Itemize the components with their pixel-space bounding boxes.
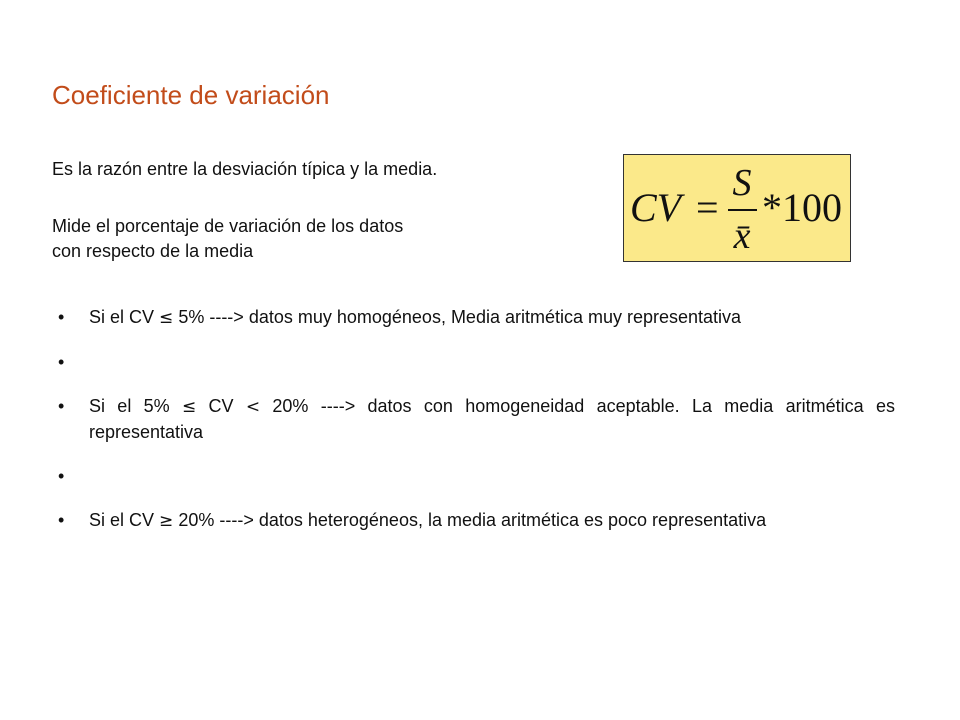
bullet-icon: • — [58, 510, 65, 530]
criteria-list — [52, 305, 895, 534]
criterion-prefix: Si el CV — [89, 510, 155, 530]
formula-box — [623, 154, 851, 262]
bullet-icon: • — [58, 466, 65, 486]
criterion-variable: CV — [208, 396, 234, 416]
criterion-text — [89, 396, 895, 442]
criterion-result: 20% ----> datos con homogeneidad aceptable. La media aritmética es representativa — [89, 396, 895, 442]
intro-description-line-1: Mide el porcentaje de variación de los datos — [52, 216, 404, 236]
greater-equal-symbol: ≥ — [159, 511, 174, 531]
criterion-prefix: Si el 5% — [89, 396, 170, 416]
formula-denominator: x̄ — [733, 215, 751, 257]
slide-title: Coeficiente de variación — [52, 80, 330, 110]
criterion-result: 20% ----> datos heterogéneos, la media aritmética es poco representativa — [178, 510, 767, 530]
less-equal-symbol: ≤ — [181, 397, 197, 417]
less-than-symbol: < — [245, 397, 261, 417]
formula-svg — [624, 155, 850, 261]
criterion-text — [89, 510, 766, 530]
formula-equals: = — [696, 185, 719, 230]
list-item — [52, 394, 895, 445]
intro-definition: Es la razón entre la desviación típica y la media. — [52, 159, 438, 179]
bullet-icon: • — [58, 396, 65, 416]
intro-description — [52, 214, 403, 264]
criterion-prefix: Si el CV — [89, 307, 155, 327]
bullet-icon: • — [58, 307, 65, 327]
criterion-result: 5% ----> datos muy homogéneos, Media aritmética muy representativa — [178, 307, 742, 327]
list-item — [52, 305, 895, 331]
formula-numerator: S — [732, 162, 752, 204]
bullet-icon: • — [58, 352, 65, 372]
list-item-empty — [52, 350, 895, 375]
intro-description-line-2: con respecto de la media — [52, 241, 254, 261]
less-equal-symbol: ≤ — [159, 308, 174, 328]
criterion-text — [89, 307, 741, 327]
formula-lhs: CV — [630, 185, 682, 230]
list-item — [52, 508, 895, 534]
formula-rhs: *100 — [762, 185, 842, 230]
list-item-empty — [52, 464, 895, 489]
